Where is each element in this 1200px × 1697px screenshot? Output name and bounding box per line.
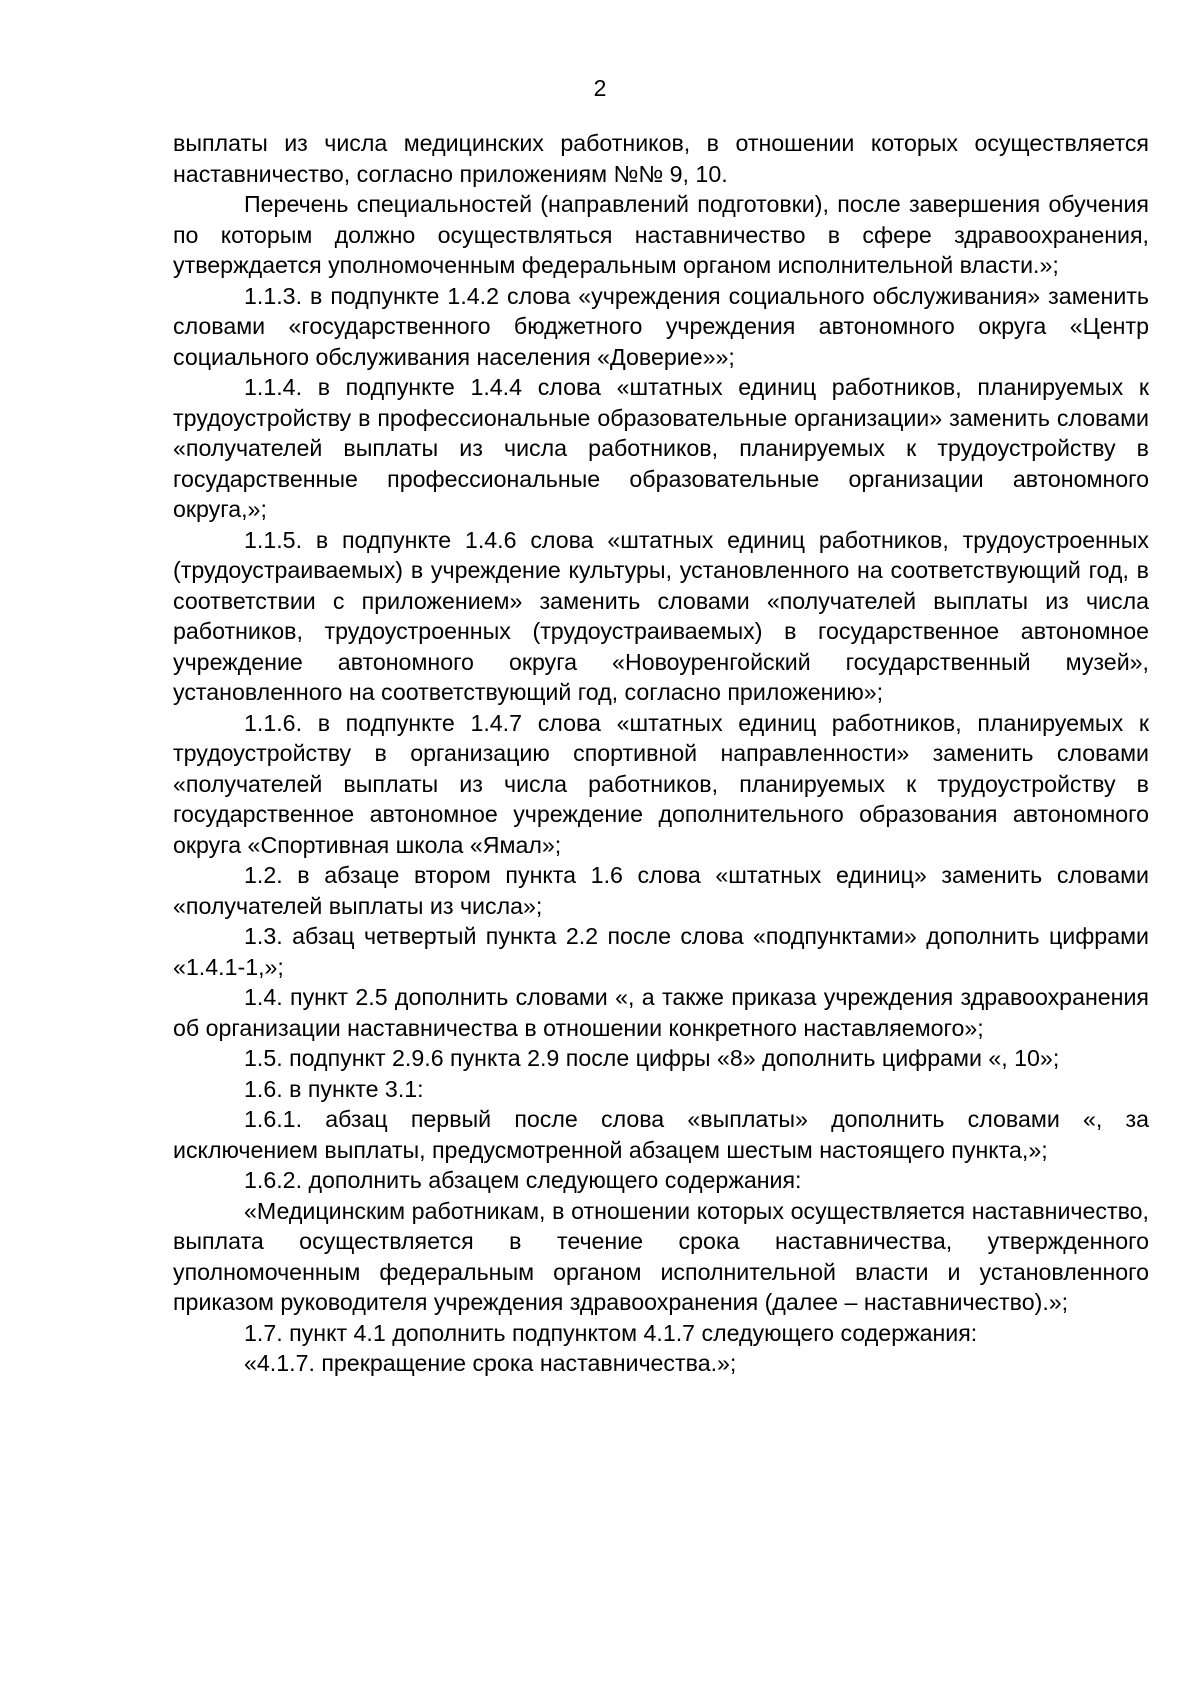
paragraph: 1.6.1. абзац первый после слова «выплаты» дополнить словами «, за исключением выплаты, предусмотренной абзацем шестым настоящего пункта,»; bbox=[173, 1106, 1149, 1163]
paragraph: 1.3. абзац четвертый пункта 2.2 после слова «подпунктами» дополнить цифрами «1.4.1-1,»; bbox=[173, 923, 1149, 980]
paragraph: 1.1.3. в подпункте 1.4.2 слова «учреждения социального обслуживания» заменить словами «государственного бюджетного учреждения автономного округа «Центр социального обслуживания населения «Доверие»»; bbox=[173, 282, 1149, 370]
paragraph: 1.5. подпункт 2.9.6 пункта 2.9 после цифры «8» дополнить цифрами «, 10»; bbox=[244, 1045, 1060, 1071]
paragraph: 1.6.2. дополнить абзацем следующего содержания: bbox=[244, 1167, 802, 1193]
document-body bbox=[173, 128, 1149, 1379]
paragraph: 1.4. пункт 2.5 дополнить словами «, а также приказа учреждения здравоохранения об организации наставничества в отношении конкретного наставляемого»; bbox=[173, 984, 1149, 1041]
page-number: 2 bbox=[593, 75, 607, 101]
paragraph: 1.1.5. в подпункте 1.4.6 слова «штатных единиц работников, трудоустроенных (трудоустраиваемых) в учреждение культуры, установленного на соответствующий год, в соответствии с приложением» заменить словами «получателей выплаты из числа работников, трудоустроенных (трудоустраиваемых) в государственное автономное учреждение автономного округа «Новоуренгойский государственный музей», установленного на соответствующий год, согласно приложению»; bbox=[173, 526, 1149, 705]
paragraph: выплаты из числа медицинских работников, в отношении которых осуществляется наставничество, согласно приложениям №№ 9, 10. bbox=[173, 130, 1149, 187]
paragraph: Перечень специальностей (направлений подготовки), после завершения обучения по которым должно осуществляться наставничество в сфере здравоохранения, утверждается уполномоченным федеральным органом исполнительной власти.»; bbox=[173, 191, 1149, 278]
paragraph: 1.6. в пункте 3.1: bbox=[244, 1075, 424, 1102]
paragraph: «Медицинским работникам, в отношении которых осуществляется наставничество, выплата осуществляется в течение срока наставничества, утвержденного уполномоченным федеральным органом исполнительной власти и установленного приказом руководителя учреждения здравоохранения (далее – наставничество).»; bbox=[173, 1197, 1149, 1315]
paragraph: «4.1.7. прекращение срока наставничества.»; bbox=[244, 1350, 737, 1376]
paragraph: 1.1.6. в подпункте 1.4.7 слова «штатных единиц работников, планируемых к трудоустройству в организацию спортивной направленности» заменить словами «получателей выплаты из числа работников, планируемых к трудоустройству в государственное автономное учреждение дополнительного образования автономного округа «Спортивная школа «Ямал»; bbox=[173, 709, 1149, 858]
paragraph: 1.1.4. в подпункте 1.4.4 слова «штатных единиц работников, планируемых к трудоустройству в профессиональные образовательные организации» заменить словами «получателей выплаты из числа работников, планируемых к трудоустройству в государственные профессиональные образовательные организации автономного округа,»; bbox=[173, 374, 1149, 522]
paragraph: 1.7. пункт 4.1 дополнить подпунктом 4.1.7 следующего содержания: bbox=[244, 1319, 978, 1346]
paragraph: 1.2. в абзаце втором пункта 1.6 слова «штатных единиц» заменить словами «получателей выплаты из числа»; bbox=[173, 862, 1149, 919]
